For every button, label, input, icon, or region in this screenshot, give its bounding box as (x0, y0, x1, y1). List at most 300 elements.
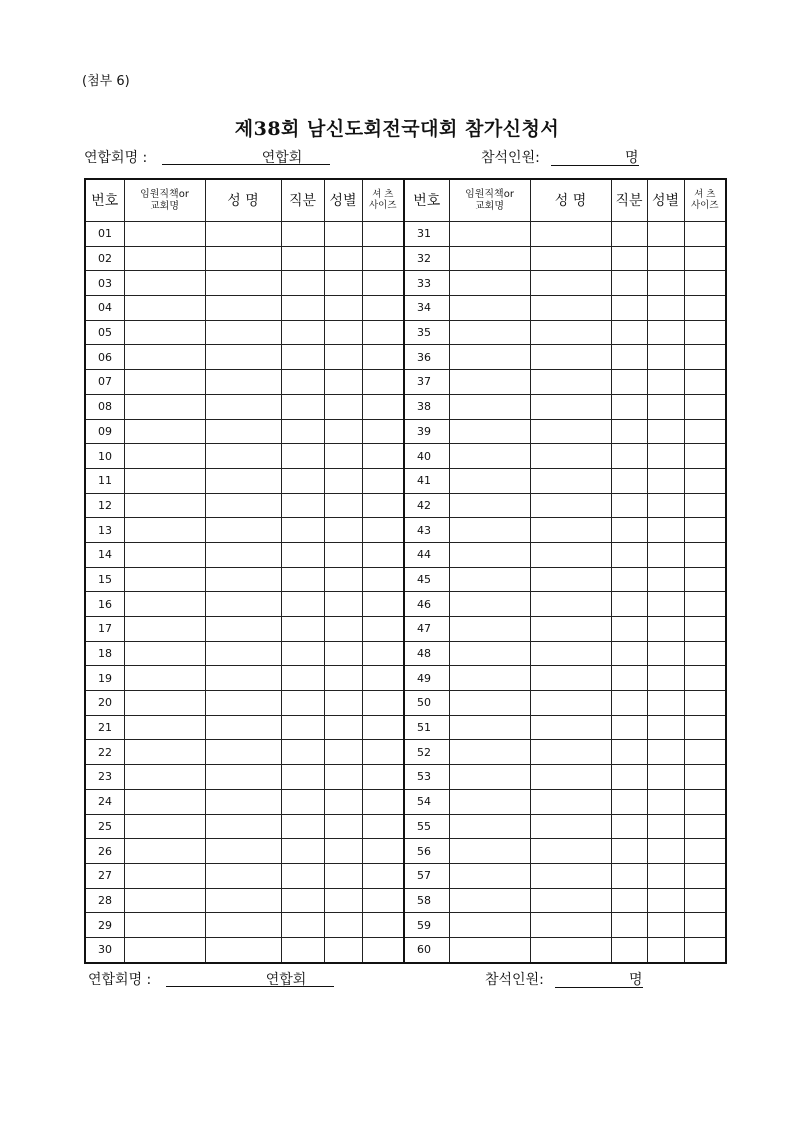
shirt-size-cell[interactable] (362, 765, 404, 790)
gender-cell[interactable] (324, 839, 362, 864)
gender-cell[interactable] (647, 765, 684, 790)
title-cell[interactable] (611, 740, 647, 765)
name-cell[interactable] (530, 888, 611, 913)
union-name-field[interactable]: 연합회 (162, 147, 330, 165)
position-cell[interactable] (124, 493, 205, 518)
name-cell[interactable] (530, 740, 611, 765)
name-cell[interactable] (530, 394, 611, 419)
position-cell[interactable] (449, 691, 530, 716)
gender-cell[interactable] (324, 888, 362, 913)
position-cell[interactable] (449, 246, 530, 271)
title-cell[interactable] (611, 370, 647, 395)
gender-cell[interactable] (647, 271, 684, 296)
shirt-size-cell[interactable] (684, 320, 726, 345)
gender-cell[interactable] (324, 789, 362, 814)
position-cell[interactable] (124, 641, 205, 666)
name-cell[interactable] (205, 937, 281, 962)
shirt-size-cell[interactable] (362, 863, 404, 888)
gender-cell[interactable] (647, 789, 684, 814)
shirt-size-cell[interactable] (684, 617, 726, 642)
gender-cell[interactable] (647, 740, 684, 765)
gender-cell[interactable] (324, 814, 362, 839)
position-cell[interactable] (124, 814, 205, 839)
title-cell[interactable] (281, 937, 324, 962)
shirt-size-cell[interactable] (684, 789, 726, 814)
shirt-size-cell[interactable] (684, 913, 726, 938)
name-cell[interactable] (205, 789, 281, 814)
position-cell[interactable] (449, 320, 530, 345)
gender-cell[interactable] (647, 888, 684, 913)
title-cell[interactable] (281, 542, 324, 567)
gender-cell[interactable] (324, 222, 362, 247)
shirt-size-cell[interactable] (684, 641, 726, 666)
shirt-size-cell[interactable] (362, 937, 404, 962)
title-cell[interactable] (611, 666, 647, 691)
title-cell[interactable] (281, 518, 324, 543)
name-cell[interactable] (205, 542, 281, 567)
title-cell[interactable] (281, 715, 324, 740)
shirt-size-cell[interactable] (684, 419, 726, 444)
shirt-size-cell[interactable] (362, 246, 404, 271)
title-cell[interactable] (281, 863, 324, 888)
gender-cell[interactable] (647, 567, 684, 592)
title-cell[interactable] (281, 789, 324, 814)
position-cell[interactable] (449, 542, 530, 567)
shirt-size-cell[interactable] (684, 567, 726, 592)
title-cell[interactable] (281, 888, 324, 913)
title-cell[interactable] (281, 468, 324, 493)
name-cell[interactable] (205, 888, 281, 913)
name-cell[interactable] (530, 691, 611, 716)
shirt-size-cell[interactable] (684, 370, 726, 395)
gender-cell[interactable] (324, 542, 362, 567)
gender-cell[interactable] (324, 666, 362, 691)
name-cell[interactable] (205, 839, 281, 864)
position-cell[interactable] (124, 789, 205, 814)
position-cell[interactable] (124, 419, 205, 444)
title-cell[interactable] (611, 444, 647, 469)
gender-cell[interactable] (324, 715, 362, 740)
position-cell[interactable] (449, 641, 530, 666)
shirt-size-cell[interactable] (684, 740, 726, 765)
gender-cell[interactable] (324, 641, 362, 666)
shirt-size-cell[interactable] (684, 888, 726, 913)
position-cell[interactable] (124, 271, 205, 296)
title-cell[interactable] (281, 320, 324, 345)
shirt-size-cell[interactable] (362, 888, 404, 913)
gender-cell[interactable] (647, 246, 684, 271)
title-cell[interactable] (611, 913, 647, 938)
shirt-size-cell[interactable] (362, 691, 404, 716)
position-cell[interactable] (449, 863, 530, 888)
name-cell[interactable] (530, 493, 611, 518)
title-cell[interactable] (611, 542, 647, 567)
name-cell[interactable] (530, 937, 611, 962)
gender-cell[interactable] (324, 863, 362, 888)
gender-cell[interactable] (324, 691, 362, 716)
position-cell[interactable] (449, 444, 530, 469)
title-cell[interactable] (281, 419, 324, 444)
title-cell[interactable] (611, 567, 647, 592)
gender-cell[interactable] (324, 419, 362, 444)
gender-cell[interactable] (647, 641, 684, 666)
position-cell[interactable] (124, 715, 205, 740)
position-cell[interactable] (449, 370, 530, 395)
position-cell[interactable] (449, 296, 530, 321)
name-cell[interactable] (205, 666, 281, 691)
position-cell[interactable] (124, 937, 205, 962)
title-cell[interactable] (281, 493, 324, 518)
name-cell[interactable] (530, 419, 611, 444)
shirt-size-cell[interactable] (362, 518, 404, 543)
name-cell[interactable] (205, 468, 281, 493)
name-cell[interactable] (530, 444, 611, 469)
position-cell[interactable] (449, 814, 530, 839)
name-cell[interactable] (530, 715, 611, 740)
name-cell[interactable] (530, 370, 611, 395)
shirt-size-cell[interactable] (362, 592, 404, 617)
title-cell[interactable] (611, 345, 647, 370)
shirt-size-cell[interactable] (684, 246, 726, 271)
shirt-size-cell[interactable] (362, 271, 404, 296)
gender-cell[interactable] (647, 913, 684, 938)
title-cell[interactable] (281, 370, 324, 395)
gender-cell[interactable] (647, 444, 684, 469)
name-cell[interactable] (530, 246, 611, 271)
shirt-size-cell[interactable] (362, 740, 404, 765)
position-cell[interactable] (449, 765, 530, 790)
position-cell[interactable] (124, 222, 205, 247)
shirt-size-cell[interactable] (684, 592, 726, 617)
title-cell[interactable] (281, 345, 324, 370)
title-cell[interactable] (611, 518, 647, 543)
shirt-size-cell[interactable] (684, 937, 726, 962)
title-cell[interactable] (611, 641, 647, 666)
shirt-size-cell[interactable] (362, 542, 404, 567)
title-cell[interactable] (281, 444, 324, 469)
title-cell[interactable] (281, 641, 324, 666)
shirt-size-cell[interactable] (362, 320, 404, 345)
title-cell[interactable] (611, 468, 647, 493)
position-cell[interactable] (124, 765, 205, 790)
shirt-size-cell[interactable] (684, 863, 726, 888)
title-cell[interactable] (611, 789, 647, 814)
position-cell[interactable] (449, 394, 530, 419)
title-cell[interactable] (611, 592, 647, 617)
gender-cell[interactable] (324, 617, 362, 642)
gender-cell[interactable] (647, 814, 684, 839)
shirt-size-cell[interactable] (362, 296, 404, 321)
position-cell[interactable] (449, 419, 530, 444)
title-cell[interactable] (611, 937, 647, 962)
gender-cell[interactable] (647, 542, 684, 567)
gender-cell[interactable] (647, 320, 684, 345)
position-cell[interactable] (449, 789, 530, 814)
gender-cell[interactable] (324, 345, 362, 370)
shirt-size-cell[interactable] (684, 814, 726, 839)
position-cell[interactable] (124, 617, 205, 642)
shirt-size-cell[interactable] (684, 468, 726, 493)
name-cell[interactable] (205, 246, 281, 271)
gender-cell[interactable] (647, 394, 684, 419)
position-cell[interactable] (124, 394, 205, 419)
position-cell[interactable] (124, 863, 205, 888)
gender-cell[interactable] (324, 937, 362, 962)
gender-cell[interactable] (647, 345, 684, 370)
name-cell[interactable] (530, 641, 611, 666)
position-cell[interactable] (124, 888, 205, 913)
position-cell[interactable] (124, 246, 205, 271)
position-cell[interactable] (449, 740, 530, 765)
gender-cell[interactable] (647, 419, 684, 444)
shirt-size-cell[interactable] (684, 691, 726, 716)
shirt-size-cell[interactable] (684, 839, 726, 864)
name-cell[interactable] (205, 444, 281, 469)
title-cell[interactable] (281, 691, 324, 716)
position-cell[interactable] (124, 913, 205, 938)
name-cell[interactable] (530, 863, 611, 888)
gender-cell[interactable] (324, 468, 362, 493)
shirt-size-cell[interactable] (362, 814, 404, 839)
shirt-size-cell[interactable] (362, 370, 404, 395)
name-cell[interactable] (205, 567, 281, 592)
gender-cell[interactable] (647, 493, 684, 518)
gender-cell[interactable] (647, 691, 684, 716)
position-cell[interactable] (449, 493, 530, 518)
name-cell[interactable] (205, 222, 281, 247)
title-cell[interactable] (611, 222, 647, 247)
name-cell[interactable] (530, 913, 611, 938)
union-name-field[interactable]: 연합회 (166, 969, 334, 987)
title-cell[interactable] (611, 493, 647, 518)
shirt-size-cell[interactable] (362, 468, 404, 493)
position-cell[interactable] (124, 567, 205, 592)
gender-cell[interactable] (647, 518, 684, 543)
title-cell[interactable] (281, 567, 324, 592)
position-cell[interactable] (449, 617, 530, 642)
title-cell[interactable] (611, 715, 647, 740)
gender-cell[interactable] (324, 493, 362, 518)
name-cell[interactable] (530, 839, 611, 864)
name-cell[interactable] (205, 765, 281, 790)
gender-cell[interactable] (324, 320, 362, 345)
name-cell[interactable] (530, 271, 611, 296)
name-cell[interactable] (530, 617, 611, 642)
title-cell[interactable] (281, 394, 324, 419)
title-cell[interactable] (281, 592, 324, 617)
position-cell[interactable] (124, 740, 205, 765)
gender-cell[interactable] (324, 567, 362, 592)
name-cell[interactable] (205, 617, 281, 642)
shirt-size-cell[interactable] (684, 765, 726, 790)
name-cell[interactable] (530, 345, 611, 370)
shirt-size-cell[interactable] (362, 839, 404, 864)
shirt-size-cell[interactable] (362, 419, 404, 444)
position-cell[interactable] (449, 839, 530, 864)
shirt-size-cell[interactable] (684, 345, 726, 370)
name-cell[interactable] (530, 518, 611, 543)
title-cell[interactable] (611, 394, 647, 419)
title-cell[interactable] (611, 296, 647, 321)
position-cell[interactable] (449, 222, 530, 247)
name-cell[interactable] (205, 814, 281, 839)
shirt-size-cell[interactable] (684, 444, 726, 469)
title-cell[interactable] (281, 814, 324, 839)
shirt-size-cell[interactable] (684, 222, 726, 247)
title-cell[interactable] (281, 271, 324, 296)
name-cell[interactable] (530, 296, 611, 321)
shirt-size-cell[interactable] (684, 518, 726, 543)
gender-cell[interactable] (647, 222, 684, 247)
title-cell[interactable] (611, 863, 647, 888)
name-cell[interactable] (530, 320, 611, 345)
title-cell[interactable] (281, 913, 324, 938)
gender-cell[interactable] (324, 271, 362, 296)
title-cell[interactable] (281, 296, 324, 321)
title-cell[interactable] (611, 320, 647, 345)
gender-cell[interactable] (647, 937, 684, 962)
shirt-size-cell[interactable] (362, 394, 404, 419)
position-cell[interactable] (124, 518, 205, 543)
position-cell[interactable] (124, 296, 205, 321)
name-cell[interactable] (205, 271, 281, 296)
name-cell[interactable] (530, 567, 611, 592)
position-cell[interactable] (124, 370, 205, 395)
gender-cell[interactable] (647, 617, 684, 642)
position-cell[interactable] (449, 937, 530, 962)
gender-cell[interactable] (324, 246, 362, 271)
shirt-size-cell[interactable] (362, 715, 404, 740)
shirt-size-cell[interactable] (362, 345, 404, 370)
name-cell[interactable] (205, 641, 281, 666)
position-cell[interactable] (124, 444, 205, 469)
title-cell[interactable] (611, 691, 647, 716)
name-cell[interactable] (530, 666, 611, 691)
name-cell[interactable] (205, 345, 281, 370)
gender-cell[interactable] (647, 715, 684, 740)
position-cell[interactable] (124, 691, 205, 716)
gender-cell[interactable] (647, 666, 684, 691)
name-cell[interactable] (530, 789, 611, 814)
title-cell[interactable] (281, 839, 324, 864)
shirt-size-cell[interactable] (684, 394, 726, 419)
shirt-size-cell[interactable] (362, 666, 404, 691)
position-cell[interactable] (124, 839, 205, 864)
shirt-size-cell[interactable] (684, 666, 726, 691)
position-cell[interactable] (449, 345, 530, 370)
shirt-size-cell[interactable] (684, 715, 726, 740)
position-cell[interactable] (124, 468, 205, 493)
shirt-size-cell[interactable] (362, 617, 404, 642)
name-cell[interactable] (205, 863, 281, 888)
shirt-size-cell[interactable] (684, 542, 726, 567)
title-cell[interactable] (281, 222, 324, 247)
position-cell[interactable] (124, 666, 205, 691)
position-cell[interactable] (449, 913, 530, 938)
name-cell[interactable] (205, 691, 281, 716)
name-cell[interactable] (530, 765, 611, 790)
title-cell[interactable] (281, 617, 324, 642)
gender-cell[interactable] (647, 839, 684, 864)
position-cell[interactable] (449, 468, 530, 493)
gender-cell[interactable] (647, 592, 684, 617)
gender-cell[interactable] (324, 394, 362, 419)
shirt-size-cell[interactable] (362, 222, 404, 247)
position-cell[interactable] (124, 542, 205, 567)
position-cell[interactable] (124, 345, 205, 370)
name-cell[interactable] (530, 222, 611, 247)
gender-cell[interactable] (324, 740, 362, 765)
gender-cell[interactable] (647, 296, 684, 321)
title-cell[interactable] (281, 666, 324, 691)
shirt-size-cell[interactable] (362, 789, 404, 814)
shirt-size-cell[interactable] (362, 493, 404, 518)
name-cell[interactable] (205, 740, 281, 765)
position-cell[interactable] (449, 567, 530, 592)
name-cell[interactable] (530, 542, 611, 567)
gender-cell[interactable] (324, 444, 362, 469)
name-cell[interactable] (530, 468, 611, 493)
title-cell[interactable] (611, 617, 647, 642)
gender-cell[interactable] (324, 296, 362, 321)
gender-cell[interactable] (324, 765, 362, 790)
gender-cell[interactable] (647, 863, 684, 888)
position-cell[interactable] (449, 518, 530, 543)
name-cell[interactable] (205, 394, 281, 419)
shirt-size-cell[interactable] (362, 913, 404, 938)
title-cell[interactable] (611, 419, 647, 444)
title-cell[interactable] (611, 765, 647, 790)
title-cell[interactable] (611, 888, 647, 913)
gender-cell[interactable] (647, 468, 684, 493)
position-cell[interactable] (449, 888, 530, 913)
position-cell[interactable] (449, 666, 530, 691)
shirt-size-cell[interactable] (684, 271, 726, 296)
position-cell[interactable] (124, 592, 205, 617)
position-cell[interactable] (124, 320, 205, 345)
gender-cell[interactable] (324, 913, 362, 938)
title-cell[interactable] (611, 246, 647, 271)
shirt-size-cell[interactable] (362, 567, 404, 592)
title-cell[interactable] (611, 839, 647, 864)
shirt-size-cell[interactable] (362, 444, 404, 469)
title-cell[interactable] (281, 246, 324, 271)
gender-cell[interactable] (324, 518, 362, 543)
name-cell[interactable] (205, 370, 281, 395)
title-cell[interactable] (611, 814, 647, 839)
title-cell[interactable] (281, 765, 324, 790)
name-cell[interactable] (530, 814, 611, 839)
name-cell[interactable] (205, 493, 281, 518)
name-cell[interactable] (530, 592, 611, 617)
name-cell[interactable] (205, 320, 281, 345)
name-cell[interactable] (205, 592, 281, 617)
gender-cell[interactable] (324, 592, 362, 617)
title-cell[interactable] (281, 740, 324, 765)
title-cell[interactable] (611, 271, 647, 296)
gender-cell[interactable] (647, 370, 684, 395)
shirt-size-cell[interactable] (684, 296, 726, 321)
name-cell[interactable] (205, 419, 281, 444)
name-cell[interactable] (205, 296, 281, 321)
position-cell[interactable] (449, 592, 530, 617)
shirt-size-cell[interactable] (362, 641, 404, 666)
name-cell[interactable] (205, 518, 281, 543)
shirt-size-cell[interactable] (684, 493, 726, 518)
name-cell[interactable] (205, 715, 281, 740)
position-cell[interactable] (449, 715, 530, 740)
gender-cell[interactable] (324, 370, 362, 395)
